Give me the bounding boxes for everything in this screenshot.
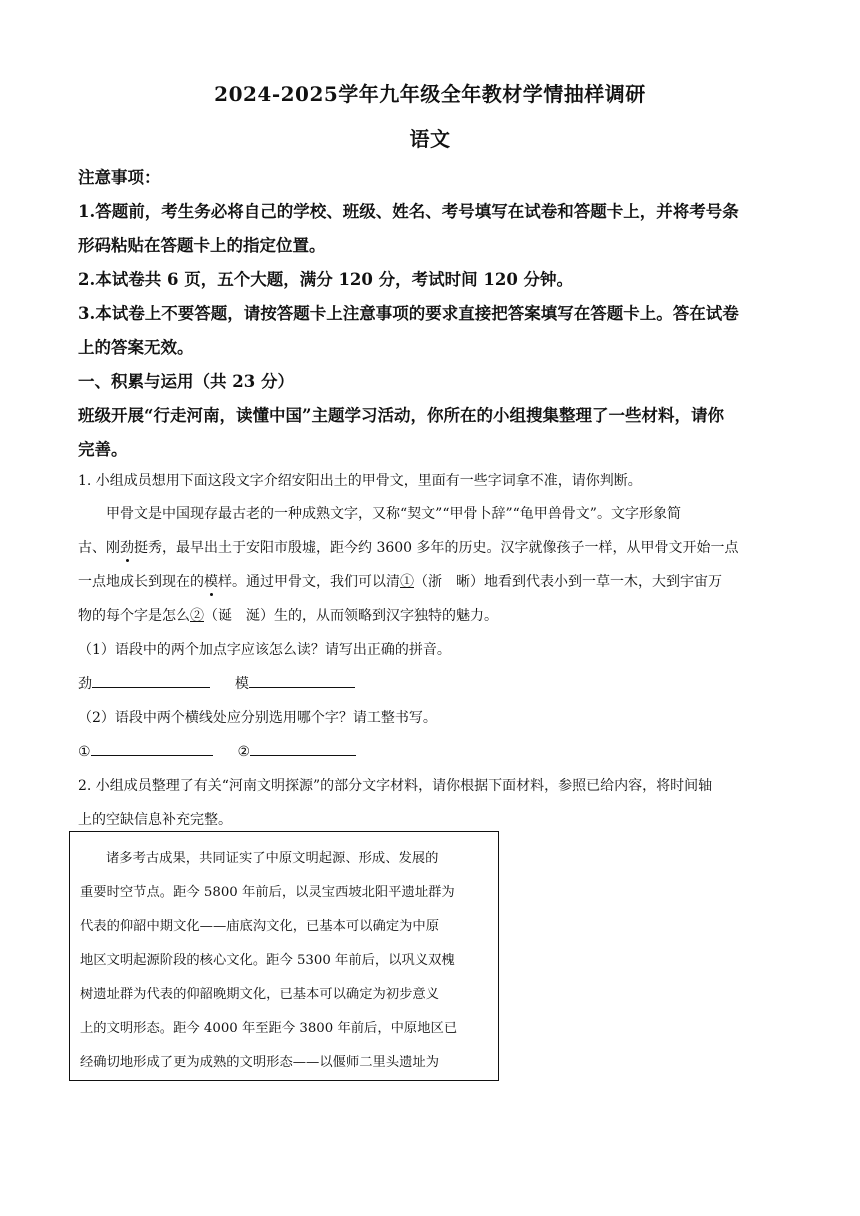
material-line: 代表的仰韶中期文化——庙底沟文化，已基本可以确定为中原 <box>80 919 440 934</box>
subject-title: 语文 <box>409 127 451 151</box>
q1-text: 古、刚 <box>78 540 120 556</box>
q1-text: 挺秀，最早出土于安阳市殷墟，距今约 3600 多年的历史。汉字就像孩子一样，从甲骨文开始一点 <box>134 540 739 556</box>
section-intro-line-1: 班级开展“行走河南，读懂中国”主题学习活动，你所在的小组搜集整理了一些材料，请你 <box>78 406 724 425</box>
answer-blank-jin[interactable] <box>92 673 210 688</box>
blank-mark-1: ① <box>400 574 414 590</box>
notice-item-2: 2.本试卷共 6 页，五个大题，满分 120 分，考试时间 120 分钟。 <box>78 270 574 289</box>
dotted-char-mo: 模 <box>204 571 218 591</box>
answer-label-1: ① <box>78 744 91 760</box>
section-intro-line-2: 完善。 <box>78 440 128 459</box>
question-1-stem: 1. 小组成员想用下面这段文字介绍安阳出土的甲骨文，里面有一些字词拿不准，请你判断。 <box>78 473 642 489</box>
material-box <box>69 831 499 1081</box>
material-line: 树遗址群为代表的仰韶晚期文化，已基本可以确定为初步意义 <box>80 987 440 1002</box>
answer-label-mo: 模 <box>234 676 249 692</box>
notice-item-3-line-2: 上的答案无效。 <box>78 338 194 357</box>
notice-item-3-line-1: 3.本试卷上不要答题，请按答题卡上注意事项的要求直接把答案填写在答题卡上。答在试卷 <box>78 304 739 323</box>
material-line: 上的文明形态。距今 4000 年至距今 3800 年前后，中原地区已 <box>80 1021 458 1036</box>
q1-text: （诞 涎）生的，从而领略到汉字独特的魅力。 <box>204 608 498 624</box>
question-2-stem-line-2: 上的空缺信息补充完整。 <box>78 812 232 828</box>
page-title: 2024-2025学年九年级全年教材学情抽样调研 <box>214 82 646 106</box>
q1-paragraph-line-2 <box>78 537 788 557</box>
material-line: 地区文明起源阶段的核心文化。距今 5300 年前后，以巩义双槐 <box>80 953 455 968</box>
q1-sub-1: （1）语段中的两个加点字应该怎么读？请写出正确的拼音。 <box>78 642 451 658</box>
q1-text: 物的每个字是怎么 <box>78 608 190 624</box>
q1-paragraph-line-3 <box>78 571 788 591</box>
question-2-stem-line-1: 2. 小组成员整理了有关“河南文明探源”的部分文字材料，请你根据下面材料，参照已给内容，将时间轴 <box>78 778 713 794</box>
notice-item-1-line-2: 形码粘贴在答题卡上的指定位置。 <box>78 236 326 255</box>
notice-item-1-line-1: 1.答题前，考生务必将自己的学校、班级、姓名、考号填写在试卷和答题卡上，并将考号条 <box>78 202 739 221</box>
q1-text: 样。通过甲骨文，我们可以清 <box>218 574 400 590</box>
section-heading: 一、积累与运用（共 23 分） <box>78 372 294 391</box>
answer-blank-2[interactable] <box>250 741 356 756</box>
material-line: 诸多考古成果，共同证实了中原文明起源、形成、发展的 <box>106 851 439 866</box>
q1-sub-2: （2）语段中两个横线处应分别选用哪个字？请工整书写。 <box>78 710 437 726</box>
q1-text: （浙 晰）地看到代表小到一草一木，大到宇宙万 <box>414 574 722 590</box>
q1-text: 一点地成长到现在的 <box>78 574 204 590</box>
q1-paragraph-line-1: 甲骨文是中国现存最古老的一种成熟文字，又称“契文”“甲骨卜辞”“龟甲兽骨文”。文字形象简 <box>106 506 681 522</box>
answer-label-jin: 劲 <box>78 676 92 692</box>
q1-sub-1-answers <box>78 673 788 693</box>
answer-label-2: ② <box>237 744 251 760</box>
dotted-char-jin: 劲 <box>120 537 134 557</box>
material-line: 经确切地形成了更为成熟的文明形态——以偃师二里头遗址为 <box>80 1055 440 1070</box>
answer-blank-mo[interactable] <box>249 673 355 688</box>
blank-mark-2: ② <box>190 608 204 624</box>
q1-paragraph-line-4 <box>78 605 788 625</box>
notice-heading: 注意事项： <box>78 168 161 187</box>
answer-blank-1[interactable] <box>91 741 213 756</box>
q1-sub-2-answers <box>78 741 788 760</box>
material-line: 重要时空节点。距今 5800 年前后，以灵宝西坡北阳平遗址群为 <box>80 885 455 900</box>
